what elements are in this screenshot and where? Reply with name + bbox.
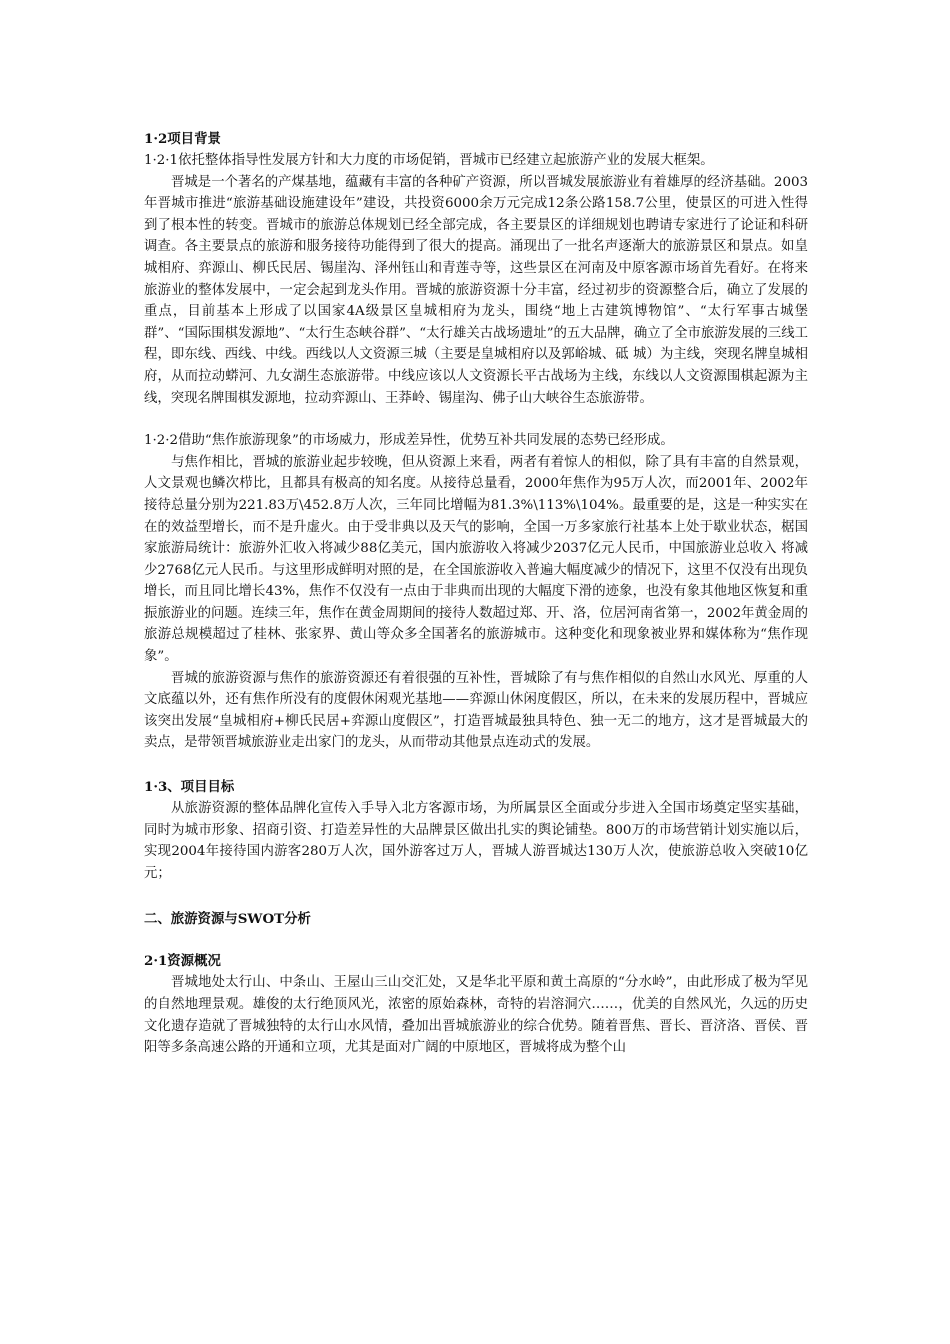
section-2-1-heading: 2·1资源概况 — [144, 953, 221, 970]
section-1-2-1-paragraph: 晋城是一个著名的产煤基地，蕴藏有丰富的各种矿产资源，所以晋城发展旅游业有着雄厚的经济基础。2003年晋城市推进“旅游基础设施建设年”建设，共投资6000余万元完成12条公路158.7公里，使景区的可进入性得到了根本性的转变。晋城市的旅游总体规划已经全部完成，各主要景区的详细规划也聘请专家进行了论证和科研调查。各主要景点的旅游和服务接待功能得到了很大的提高。涌现出了一批名声逐渐大的旅游景区和景点。如皇城相府、弈源山、柳氏民居、锡崖沟、泽州钰山和青莲寺等，这些景区在河南及中原客源市场首先看好。在将来旅游业的整体发展中，一定会起到龙头作用。晋城的旅游资源十分丰富，经过初步的资源整合后，确立了发展的重点，目前基本上形成了以国家4A级景区皇城相府为龙头，围绕“地上古建筑博物馆”、“太行军事古城堡群”、“国际围棋发源地”、“太行生态峡谷群”、“太行雄关古战场遗址”的五大品牌，确立了全市旅游发展的三线工程，即东线、西线、中线。西线以人文资源三城（主要是皇城相府以及郭峪城、砥 城）为主线，突现名牌皇城相府，从而拉动蟒河、九女湖生态旅游带。中线应该以人文资源长平古战场为主线，东线以人文资源围棋起源为主线，突现名牌围棋发源地，拉动弈源山、王莽岭、锡崖沟、佛子山大峡谷生态旅游带。 — [144, 174, 808, 406]
section-1-3-paragraph: 从旅游资源的整体品牌化宣传入手导入北方客源市场，为所属景区全面或分步进入全国市场奠定坚实基础，同时为城市形象、招商引资、打造差异性的大品牌景区做出扎实的舆论铺垫。800万的市场营销计划实施以后，实现2004年接待国内游客280万人次，国外游客过万人，晋城人游晋城达130万人次，使旅游总收入突破10亿元； — [144, 801, 808, 881]
section-2-heading: 二、旅游资源与SWOT分析 — [144, 911, 311, 928]
section-1-2-heading: 1·2项目背景 — [144, 131, 221, 147]
document-body — [144, 128, 808, 1059]
section-1-3-heading: 1·3、项目目标 — [144, 779, 235, 796]
spacer — [144, 754, 808, 776]
section-1-2-2-paragraph-2: 晋城的旅游资源与焦作的旅游资源还有着很强的互补性，晋城除了有与焦作相似的自然山水风光、厚重的人文底蕴以外，还有焦作所没有的度假休闲观光基地——弈源山休闲度假区，所以，在未来的发展历程中，晋城应该突出发展“皇城相府+柳氏民居+弈源山度假区”，打造晋城最独具特色、独一无二的地方，这才是晋城最大的卖点，是带领晋城旅游业走出家门的龙头，从而带动其他景点连动式的发展。 — [144, 670, 808, 751]
section-1-2-2-heading: 1·2·2借助“焦作旅游现象”的市场威力，形成差异性，优势互补共同发展的态势已经形成。 — [144, 433, 674, 449]
spacer — [144, 409, 808, 430]
spacer — [144, 930, 808, 950]
section-1-2-1-heading: 1·2·1依托整体指导性发展方针和大力度的市场促销，晋城市已经建立起旅游产业的发展大框架。 — [144, 153, 714, 168]
section-1-2-2-paragraph-1: 与焦作相比，晋城的旅游业起步较晚，但从资源上来看，两者有着惊人的相似，除了具有丰富的自然景观，人文景观也鳞次栉比，且都具有极高的知名度。从接待总量看，2000年焦作为95万人次，而2001年、2002年接待总量分别为221.83万\452.8万人次，三年同比增幅为81.3%\113%\104%。最重要的是，这是一种实实在在的效益型增长，而不是升虚火。由于受非典以及天气的影响，全国一万多家旅行社基本上处于歇业状态，椐国家旅游局统计：旅游外汇收入将减少88亿美元，国内旅游收入将减少2037亿元人民币，中国旅游业总收入 将减少2768亿元人民币。与这里形成鲜明对照的是，在全国旅游收入普遍大幅度减少的情况下，这里不仅没有出现负增长，而且同比增长43%，焦作不仅没有一点由于非典而出现的大幅度下滑的迹象，也没有象其他地区恢复和重振旅游业的问题。连续三年，焦作在黄金周期间的接待人数超过郑、开、洛，位居河南省第一，2002年黄金周的旅游总规模超过了桂林、张家界、黄山等众多全国著名的旅游城市。这种变化和现象被业界和媒体称为“焦作现象”。 — [144, 454, 808, 665]
section-2-1-paragraph: 晋城地处太行山、中条山、王屋山三山交汇处，又是华北平原和黄土高原的“分水岭”，由此形成了极为罕见的自然地理景观。雄俊的太行绝顶风光，浓密的原始森林，奇特的岩溶洞穴……，优美的自然风光，久远的历史文化遗存造就了晋城独特的太行山水风情，叠加出晋城旅游业的综合优势。随着晋焦、晋长、晋济洛、晋侯、晋阳等多条高速公路的开通和立项，尤其是面对广阔的中原地区，晋城将成为整个山 — [144, 975, 808, 1056]
spacer — [144, 884, 808, 908]
